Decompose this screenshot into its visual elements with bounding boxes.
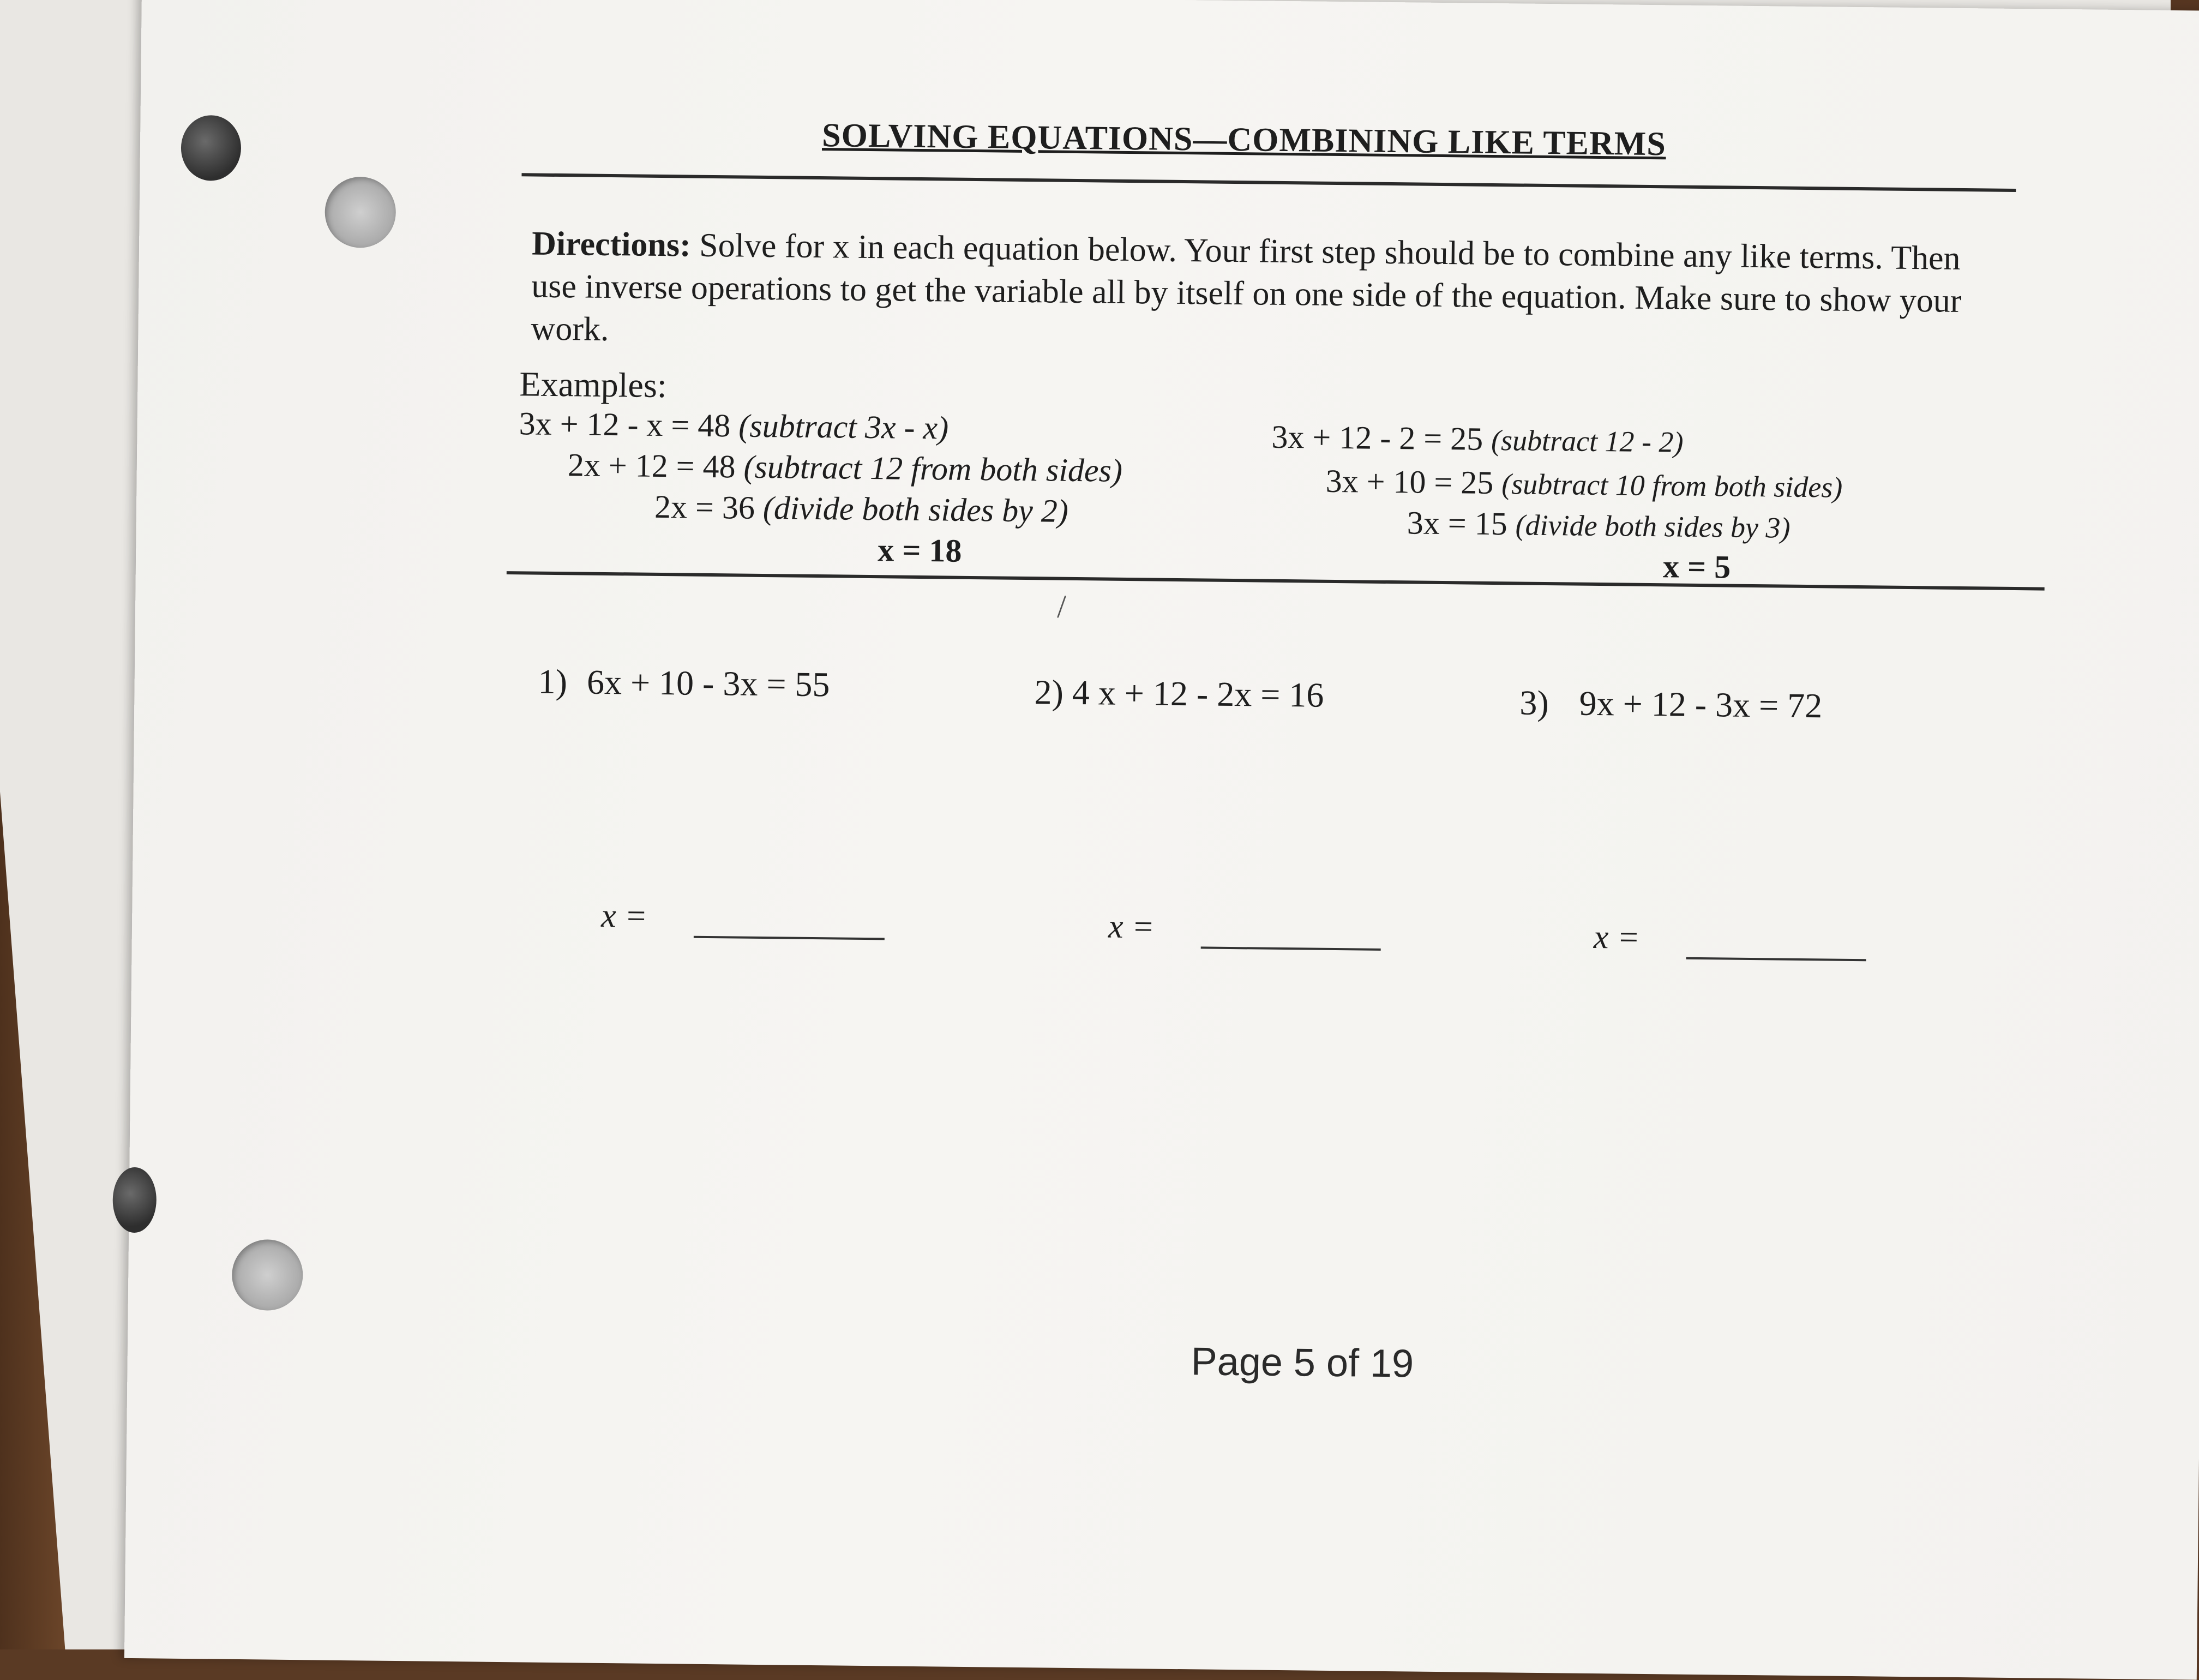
step-note: (divide both sides by 2) (762, 489, 1069, 529)
examples-divider (507, 571, 2045, 591)
equation: 3x = 15 (1407, 505, 1508, 542)
example-1-answer: x = 18 (877, 532, 962, 569)
step-note: (subtract 3x - x) (738, 407, 949, 446)
answer-blank-2[interactable] (1201, 946, 1381, 950)
equation: 3x + 12 - 2 = 25 (1271, 418, 1483, 457)
problem-number: 3) (1519, 683, 1549, 723)
example-2-step-1 (1271, 418, 1684, 460)
example-2-step-2 (1325, 463, 1842, 506)
step-note: (subtract 10 from both sides) (1501, 467, 1843, 504)
problem-1 (538, 662, 830, 705)
directions-text: Solve for x in each equation below. Your first step should be to combine any like terms. Then use inverse operations to get the variable all by itself on one side of the equation. Make sure to show your work. (531, 226, 1962, 349)
answer-blank-3[interactable] (1686, 957, 1866, 961)
directions-label: Directions: (531, 225, 692, 264)
step-note: (subtract 12 from both sides) (743, 448, 1123, 489)
answer-label-3: x = (1593, 918, 1641, 956)
directions-paragraph (531, 223, 2004, 365)
answer-label-2: x = (1108, 908, 1155, 946)
example-1-step-3 (654, 488, 1068, 530)
step-note: (subtract 12 - 2) (1491, 423, 1684, 459)
check-mark-icon: / (1056, 588, 1067, 625)
answer-blank-1[interactable] (694, 936, 885, 940)
equation: 2x + 12 = 48 (567, 447, 736, 485)
step-note: (divide both sides by 3) (1515, 508, 1791, 544)
equation: 2x = 36 (654, 488, 755, 526)
equation: 3x + 10 = 25 (1325, 463, 1494, 501)
page-title: SOLVING EQUATIONS—COMBINING LIKE TERMS (821, 117, 1667, 163)
worksheet-content (124, 0, 2199, 1680)
problem-equation: 4 x + 12 - 2x = 16 (1072, 673, 1324, 715)
example-2-answer: x = 5 (1662, 548, 1731, 585)
examples-label: Examples: (519, 364, 667, 405)
example-1-step-2 (568, 446, 1123, 490)
title-divider (521, 173, 2016, 192)
problem-2 (1034, 672, 1324, 716)
example-2-step-3 (1407, 504, 1791, 545)
answer-label-1: x = (600, 897, 648, 935)
problem-equation: 9x + 12 - 3x = 72 (1579, 683, 1823, 725)
example-1-step-1 (519, 405, 948, 447)
problem-3 (1519, 683, 1823, 727)
equation: 3x + 12 - x = 48 (519, 405, 731, 444)
worksheet-page (124, 0, 2199, 1680)
problem-number: 1) (538, 662, 568, 701)
page-number: Page 5 of 19 (1191, 1340, 1414, 1386)
problem-number: 2) (1034, 673, 1064, 712)
problem-equation: 6x + 10 - 3x = 55 (586, 662, 830, 704)
